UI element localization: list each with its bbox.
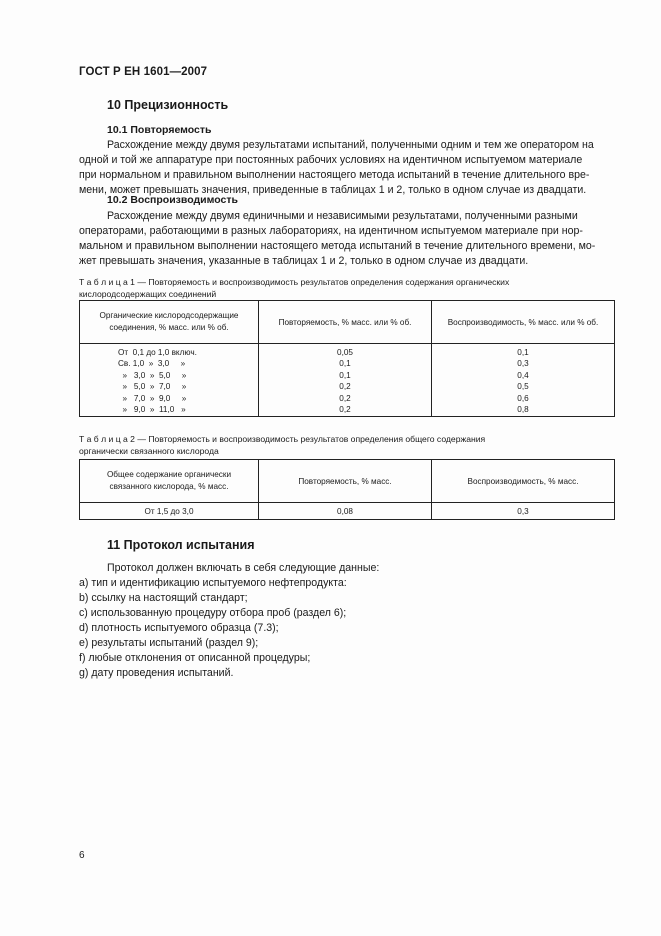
reproducibility-value: 0,3 bbox=[432, 503, 615, 520]
reproducibility-value: 0,6 bbox=[517, 393, 529, 403]
table-header-cell bbox=[80, 460, 259, 503]
range-value: » 3,0 » 5,0 » bbox=[118, 370, 187, 380]
paragraph-reproducibility bbox=[79, 209, 615, 269]
repeatability-value: 0,05 bbox=[337, 348, 353, 357]
paragraph-line: при нормальном и правильном выполнении настоящего метода испытаний в течение длительного вре- bbox=[79, 169, 590, 181]
repeatability-value: 0,08 bbox=[259, 503, 432, 520]
paragraph-line: одной и той же аппаратуре при постоянных рабочих условиях на идентичном испытуемом материале bbox=[79, 154, 583, 166]
reproducibility-value: 0,5 bbox=[517, 382, 529, 392]
protocol-list bbox=[79, 561, 379, 681]
header-line: связанного кислорода, % масс. bbox=[109, 482, 229, 491]
table-header-row bbox=[80, 301, 615, 344]
caption-line: органически связанного кислорода bbox=[79, 446, 219, 456]
paragraph-line: Расхождение между двумя единичными и независимыми результатами, полученными разными bbox=[107, 210, 578, 222]
list-item: e) результаты испытаний (раздел 9); bbox=[79, 637, 259, 649]
repeatability-value: 0,2 bbox=[339, 382, 351, 392]
caption-line: Т а б л и ц а 1 — Повторяемость и воспроизводимость результатов определения содержания органических bbox=[79, 277, 510, 287]
paragraph-line: мени, может превышать значения, приведенные в таблицах 1 и 2, только в одном случае из двадцати. bbox=[79, 184, 587, 196]
document-header: ГОСТ Р ЕН 1601—2007 bbox=[79, 66, 208, 78]
paragraph-line: операторами, работающими в разных лабораториях, на идентичном испытуемом материале при нор- bbox=[79, 225, 583, 237]
table-header-row bbox=[80, 460, 615, 503]
range-value: Св. 1,0 » 3,0 » bbox=[118, 359, 186, 369]
page-number: 6 bbox=[79, 850, 85, 861]
caption-line: Т а б л и ц а 2 — Повторяемость и воспроизводимость результатов определения общего содержания bbox=[79, 434, 486, 444]
reproducibility-value: 0,1 bbox=[517, 348, 529, 357]
paragraph-line: жет превышать значения, указанные в таблицах 1 и 2, только в одном случае из двадцати. bbox=[79, 255, 529, 267]
table-cell-ranges bbox=[80, 344, 259, 417]
reproducibility-value: 0,4 bbox=[517, 370, 529, 380]
subsection-10-1-title: 10.1 Повторяемость bbox=[107, 124, 212, 136]
range-value: » 9,0 » 11,0 » bbox=[118, 405, 186, 415]
table-cell-repeatability bbox=[259, 344, 432, 417]
list-item: b) ссылку на настоящий стандарт; bbox=[79, 592, 248, 604]
repeatability-value: 0,2 bbox=[339, 393, 351, 403]
repeatability-value: 0,1 bbox=[339, 370, 351, 380]
table-body-row bbox=[80, 503, 615, 520]
table-header-cell: Воспроизводимость, % масс. или % об. bbox=[432, 301, 615, 344]
table-header-cell: Повторяемость, % масс. bbox=[259, 460, 432, 503]
table-header-cell: Воспроизводимость, % масс. bbox=[432, 460, 615, 503]
paragraph-line: мальном и правильном выполнении настоящего метода испытаний в течение длительного времени, мо- bbox=[79, 240, 596, 252]
table-1 bbox=[79, 300, 615, 417]
header-line: соединения, % масс. или % об. bbox=[109, 323, 229, 332]
table-body-row bbox=[80, 344, 615, 417]
list-intro: Протокол должен включать в себя следующие данные: bbox=[107, 562, 380, 574]
header-line: Органические кислородсодержащие bbox=[99, 311, 239, 320]
section-11-title: 11 Протокол испытания bbox=[107, 538, 255, 552]
list-item: c) использованную процедуру отбора проб (раздел 6); bbox=[79, 607, 347, 619]
range-value: » 5,0 » 7,0 » bbox=[118, 382, 187, 392]
reproducibility-value: 0,8 bbox=[517, 405, 529, 415]
paragraph-repeatability bbox=[79, 138, 615, 198]
section-10-title: 10 Прецизионность bbox=[107, 98, 229, 112]
range-value: От 1,5 до 3,0 bbox=[80, 503, 259, 520]
list-item: f) любые отклонения от описанной процедуры; bbox=[79, 652, 311, 664]
reproducibility-value: 0,3 bbox=[517, 359, 529, 369]
repeatability-value: 0,1 bbox=[339, 359, 351, 369]
caption-line: кислородсодержащих соединений bbox=[79, 289, 217, 299]
table-2-caption bbox=[79, 433, 619, 457]
table-1-caption bbox=[79, 276, 619, 300]
table-header-cell bbox=[80, 301, 259, 344]
list-item: a) тип и идентификацию испытуемого нефтепродукта: bbox=[79, 577, 347, 589]
range-value: » 7,0 » 9,0 » bbox=[118, 393, 187, 403]
paragraph-line: Расхождение между двумя результатами испытаний, полученными одним и тем же оператором на bbox=[107, 139, 594, 151]
range-value: От 0,1 до 1,0 включ. bbox=[118, 348, 197, 357]
list-item: g) дату проведения испытаний. bbox=[79, 667, 234, 679]
list-item: d) плотность испытуемого образца (7.3); bbox=[79, 622, 279, 634]
table-cell-reproducibility bbox=[432, 344, 615, 417]
subsection-10-2-title: 10.2 Воспроизводимость bbox=[107, 194, 238, 206]
table-2 bbox=[79, 459, 615, 520]
table-header-cell: Повторяемость, % масс. или % об. bbox=[259, 301, 432, 344]
repeatability-value: 0,2 bbox=[339, 405, 351, 415]
header-line: Общее содержание органически bbox=[106, 470, 232, 479]
